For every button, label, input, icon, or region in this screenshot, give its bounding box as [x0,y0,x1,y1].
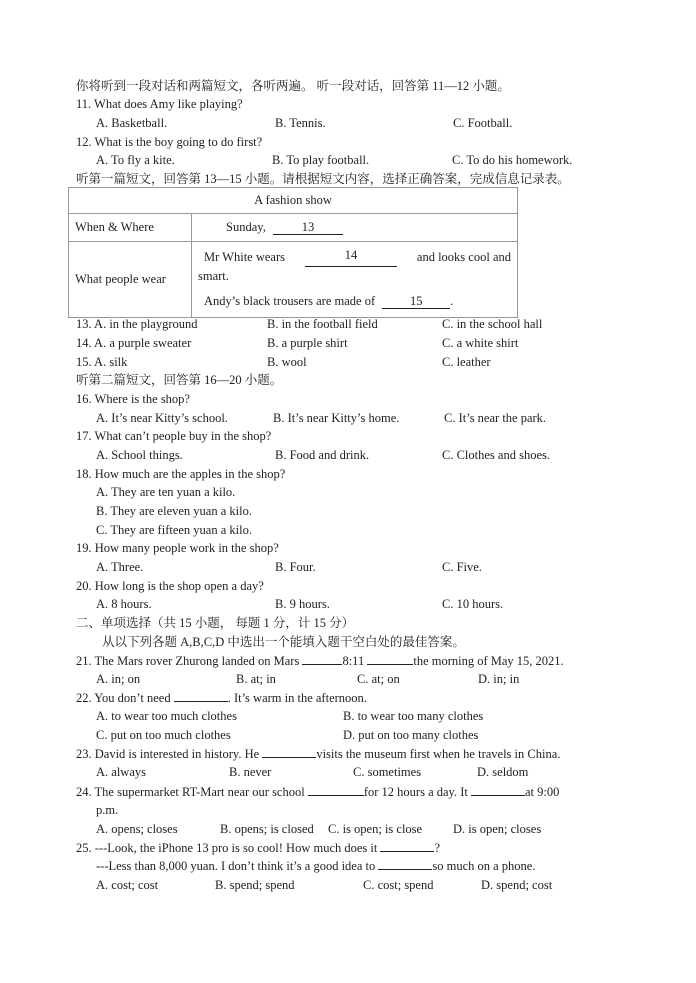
q21-option-b: B. at; in [236,672,276,686]
looks-cool-text: and looks cool and [416,250,511,264]
q25-stem [76,840,440,856]
q20-option-b: B. 9 hours. [275,597,330,611]
q24-option-b: B. opens; is closed [220,822,314,836]
q16-stem: 16. Where is the shop? [76,392,190,406]
q19-option-c: C. Five. [442,560,482,574]
q21-option-c: C. at; on [357,672,400,686]
table-cell-what-wear [192,242,518,318]
table-title: A fashion show [69,188,518,214]
q24-blank1 [308,795,364,796]
q25-part4: so much on a phone. [432,859,536,873]
q23-option-a: A. always [96,765,146,779]
q18-option-b: B. They are eleven yuan a kilo. [96,504,252,518]
q23-blank [262,757,316,758]
section-2-heading: 二、单项选择（共 15 小题， 每题 1 分，计 15 分） [76,616,355,630]
q22-stem [76,690,367,706]
fashion-show-table [68,187,518,318]
q25-part3: ---Less than 8,000 yuan. I don’t think it’s a good idea to [96,859,376,873]
q25-part1: 25. ---Look, the iPhone 13 pro is so cool! How much does it [76,841,378,855]
q13-option-b: B. in the football field [267,317,378,331]
q14-option-b: B. a purple shirt [267,336,348,350]
q14-stem: 14. A. a purple sweater [76,336,192,350]
table-label-what-wear: What people wear [69,242,192,318]
sunday-text: Sunday, [226,220,266,234]
q12-option-b: B. To play football. [272,153,370,167]
q24-option-c: C. is open; is close [328,822,423,836]
q12-option-c: C. To do his homework. [452,153,573,167]
q21-part3: the morning of May 15, 2021. [413,654,564,668]
q24-option-a: A. opens; closes [96,822,178,836]
q21-blank1 [302,664,342,665]
q20-option-a: A. 8 hours. [96,597,152,611]
blank-13: 13 [273,220,343,235]
q24-option-d: D. is open; closes [453,822,542,836]
q25-option-b: B. spend; spend [215,878,295,892]
q24-part3: at 9:00 [525,785,560,799]
q22-blank [174,701,228,702]
q23-option-d: D. seldom [477,765,529,779]
andy-period: . [450,294,454,308]
q16-option-a: A. It’s near Kitty’s school. [96,411,228,425]
q24-stem [76,784,559,800]
q25-blank1 [380,851,434,852]
instruction-passage-2: 听第二篇短文，回答第 16—20 小题。 [76,373,283,387]
q23-part1: 23. David is interested in history. He [76,747,260,761]
q11-option-b: B. Tennis. [275,116,326,130]
blank-14: 14 [305,248,397,267]
q19-option-b: B. Four. [275,560,316,574]
section-2-instruction: 从以下列各题 A,B,C,D 中选出一个能填入题干空白处的最佳答案。 [102,635,465,649]
q19-option-a: A. Three. [96,560,144,574]
q18-option-a: A. They are ten yuan a kilo. [96,485,236,499]
mr-white-text: Mr White wears [204,250,285,264]
q23-option-b: B. never [229,765,272,779]
q12-option-a: A. To fly a kite. [96,153,175,167]
q25-option-d: D. spend; cost [481,878,553,892]
table-label-when-where: When & Where [69,214,192,242]
mr-white-line [198,248,511,267]
q14-option-c: C. a white shirt [442,336,519,350]
q13-option-c: C. in the school hall [442,317,543,331]
q25-stem-reply [96,858,535,874]
instruction-listening: 你将听到一段对话和两篇短文，各听两遍。 听一段对话，回答第 11—12 小题。 [76,79,510,93]
q17-stem: 17. What can’t people buy in the shop? [76,429,272,443]
q19-stem: 19. How many people work in the shop? [76,541,279,555]
q24-stem-cont: p.m. [96,803,119,817]
q17-option-a: A. School things. [96,448,183,462]
q12-stem: 12. What is the boy going to do first? [76,135,263,149]
q23-option-c: C. sometimes [353,765,422,779]
andy-line [198,292,511,311]
andy-text: Andy’s black trousers are made of [204,294,376,308]
q15-option-b: B. wool [267,355,307,369]
instruction-passage-1: 听第一篇短文，回答第 13—15 小题。请根据短文内容，选择正确答案，完成信息记录表。 [76,172,570,186]
q18-stem: 18. How much are the apples in the shop? [76,467,286,481]
q21-part2: 8:11 [342,654,365,668]
table-cell-when-where [192,214,518,242]
q20-stem: 20. How long is the shop open a day? [76,579,264,593]
q22-part2: . It’s warm in the afternoon. [227,691,367,705]
q22-option-d: D. put on too many clothes [343,728,479,742]
q25-blank2 [378,869,432,870]
q22-option-a: A. to wear too much clothes [96,709,237,723]
q25-option-c: C. cost; spend [363,878,434,892]
q16-option-c: C. It’s near the park. [444,411,547,425]
q22-option-b: B. to wear too many clothes [343,709,484,723]
q16-option-b: B. It’s near Kitty’s home. [273,411,400,425]
q22-part1: 22. You don’t need [76,691,171,705]
q11-option-c: C. Football. [453,116,513,130]
q17-option-c: C. Clothes and shoes. [442,448,550,462]
q22-option-c: C. put on too much clothes [96,728,231,742]
q24-part2: for 12 hours a day. It [363,785,468,799]
q21-blank2 [367,664,413,665]
q24-blank2 [471,795,525,796]
q21-option-d: D. in; in [478,672,520,686]
q20-option-c: C. 10 hours. [442,597,504,611]
q21-part1: 21. The Mars rover Zhurong landed on Mars [76,654,300,668]
q25-option-a: A. cost; cost [96,878,159,892]
q25-part2: ? [434,841,441,855]
smart-text: smart. [198,269,229,283]
q21-stem [76,653,564,669]
blank-15: 15 [382,294,450,309]
q15-option-c: C. leather [442,355,491,369]
q13-stem: 13. A. in the playground [76,317,198,331]
q23-stem [76,746,560,762]
q24-part1: 24. The supermarket RT-Mart near our school [76,785,305,799]
q11-option-a: A. Basketball. [96,116,168,130]
q21-option-a: A. in; on [96,672,141,686]
q18-option-c: C. They are fifteen yuan a kilo. [96,523,252,537]
q11-stem: 11. What does Amy like playing? [76,97,243,111]
q15-stem: 15. A. silk [76,355,128,369]
q17-option-b: B. Food and drink. [275,448,370,462]
q23-part2: visits the museum first when he travels in China. [316,747,561,761]
